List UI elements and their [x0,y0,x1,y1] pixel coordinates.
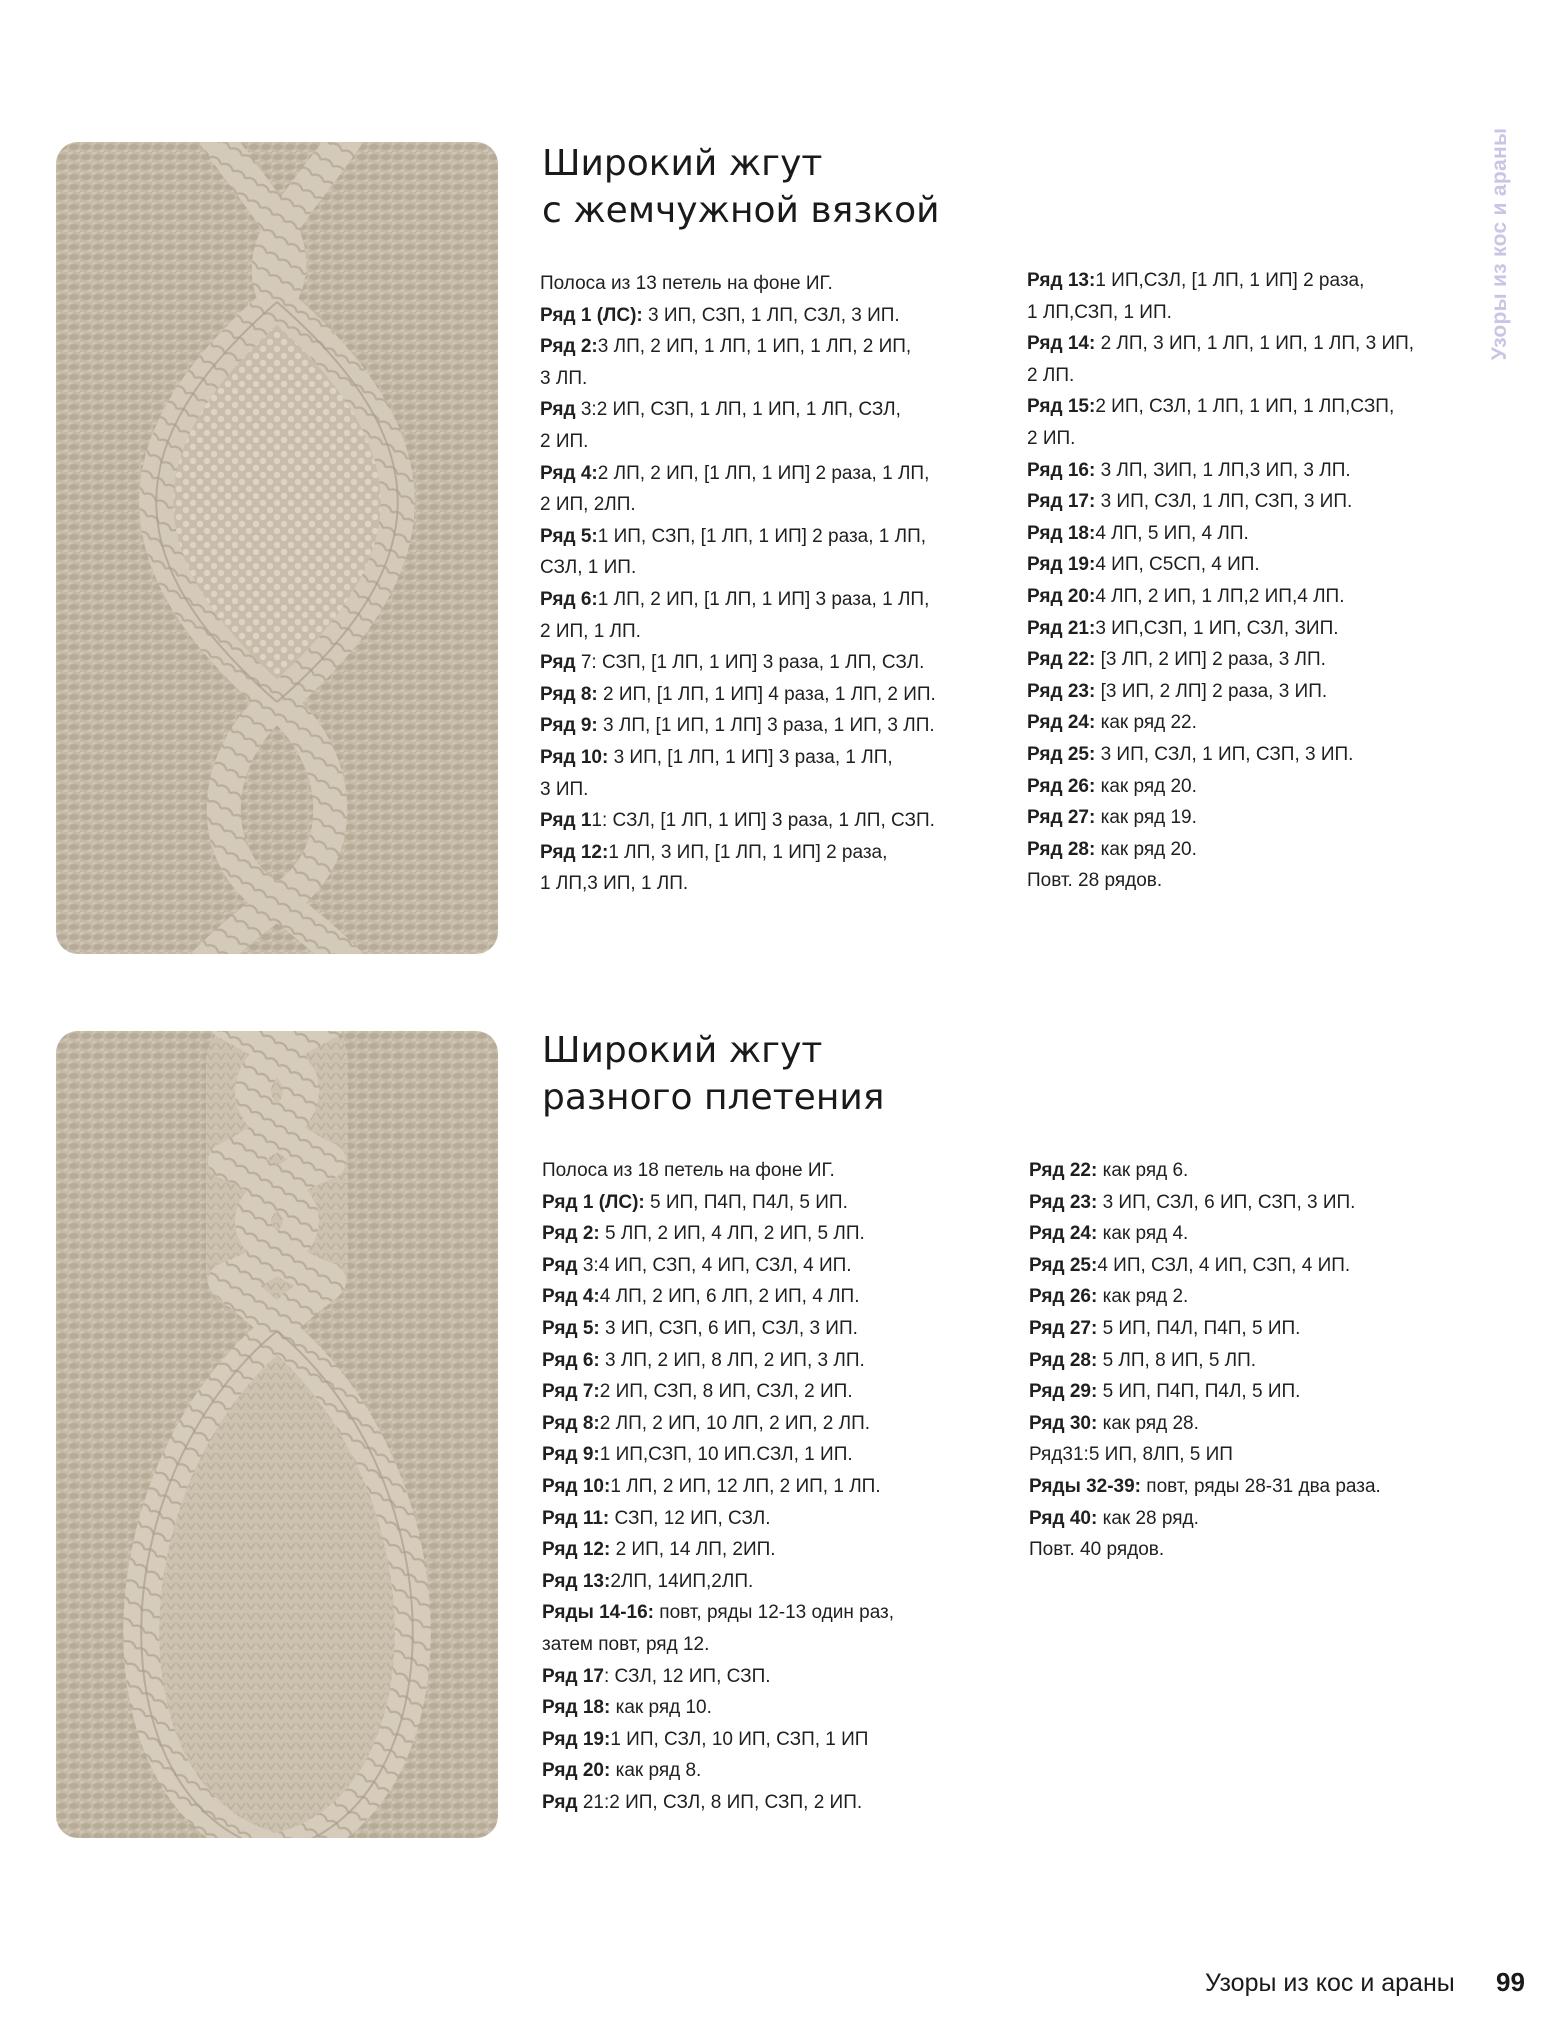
row-instruction: как ряд 10. [610,1697,712,1719]
row-instruction: 2 ИП, 1 ЛП. [540,620,641,642]
pattern-row-line [540,458,1000,490]
row-instruction: 2 ИП, [1 ЛП, 1 ИП] 4 раза, 1 ЛП, 2 ИП. [597,683,936,705]
row-label: Ряд 8: [540,683,598,705]
row-instruction: 2 ЛП, 3 ИП, 1 ЛП, 1 ИП, 1 ЛП, 3 ИП, [1095,333,1415,355]
row-instruction: 1 ЛП, 2 ИП, 12 ЛП, 2 ИП, 1 ЛП. [610,1475,881,1497]
pattern-row-line [1029,1187,1469,1219]
row-instruction: 3 ЛП, 2 ИП, 8 ЛП, 2 ИП, 3 ЛП. [599,1349,865,1371]
row-instruction: 21:2 ИП, СЗЛ, 8 ИП, СЗП, 2 ИП. [577,1791,863,1813]
row-instruction: 1 ЛП, 2 ИП, [1 ЛП, 1 ИП] 3 раза, 1 ЛП, [597,588,930,610]
pattern-row-line [1027,707,1467,739]
row-label: Ряд 20: [1027,585,1096,607]
row-instruction: 2 ИП, СЗП, 8 ИП, СЗЛ, 2 ИП. [599,1381,853,1403]
row-instruction: 4 ЛП, 2 ИП, 6 ЛП, 2 ИП, 4 ЛП. [599,1286,860,1308]
row-instruction: 3 ИП. [540,778,589,800]
row-label: Ряд 26: [1027,775,1096,797]
row-label: Ряд 1 (ЛС): [540,304,643,326]
row-instruction: 5 ЛП, 2 ИП, 4 ЛП, 2 ИП, 5 ЛП. [599,1223,865,1245]
row-instruction: 1 ЛП,СЗП, 1 ИП. [1027,301,1172,323]
row-instruction: как ряд 28. [1097,1412,1199,1434]
row-instruction: [3 ИП, 2 ЛП] 2 раза, 3 ИП. [1095,680,1328,702]
row-instruction: как ряд 22. [1095,712,1197,734]
row-instruction: Полоса из 13 петель на фоне ИГ. [540,273,833,294]
row-label: Ряд 11: [542,1507,610,1529]
row-instruction: 3 ИП, СЗЛ, 1 ИП, СЗП, 3 ИП. [1095,743,1354,765]
pattern-row-line [1027,265,1467,297]
row-label: Ряд 2: [540,336,598,358]
title-line: Широкий жгут [542,1030,823,1071]
pattern-row-line [1029,1534,1469,1566]
pattern-row-line [1027,834,1467,866]
pattern-row-line [542,1629,1002,1661]
pattern-row-line [542,1408,1002,1440]
pattern-row-line [542,1218,1002,1250]
pattern-row-line [1029,1376,1469,1408]
row-instruction: как ряд 20. [1095,838,1197,860]
pattern-row-line [1027,771,1467,803]
row-label: Ряд 28: [1029,1349,1098,1371]
row-label: Ряд 26: [1029,1286,1098,1308]
row-label: Ряд 30: [1029,1412,1098,1434]
row-label: Ряд 5: [542,1317,600,1339]
row-instruction: как 28 ряд. [1097,1507,1199,1529]
pattern-row-line [540,805,1000,837]
pattern-row-line [542,1155,1002,1187]
row-instruction: 2 ИП, СЗЛ, 1 ЛП, 1 ИП, 1 ЛП,СЗП, [1095,396,1395,418]
row-instruction: : СЗЛ, 12 ИП, СЗП. [603,1665,771,1687]
page-number: 99 [1496,1967,1525,1997]
row-label: Ряд 15: [1027,396,1096,418]
row-instruction: 2ЛП, 14ИП,2ЛП. [610,1570,754,1592]
pattern-row-line [1029,1345,1469,1377]
pattern-row-line [542,1724,1002,1756]
pattern-row-line [542,1534,1002,1566]
row-label: Ряд 5: [540,525,598,547]
row-label: Ряд 9: [540,715,598,737]
row-instruction: 3 ЛП. [540,367,588,389]
row-instruction: 2 ИП, 2ЛП. [540,494,636,516]
pattern-row-line [540,710,1000,742]
row-label: Ряд 2: [542,1223,600,1245]
row-label: Ряд 22: [1029,1160,1098,1181]
row-label: Ряд [540,399,576,421]
pattern-row-line [540,521,1000,553]
pattern-row-line [1027,297,1467,329]
row-label: Ряд 19: [1027,554,1096,576]
pattern-row-line [1027,613,1467,645]
row-label: Ряд 8: [542,1412,600,1434]
row-label: Ряд 27: [1029,1317,1098,1339]
pattern-row-line [540,584,1000,616]
row-instruction: 3 ЛП, 2 ИП, 1 ЛП, 1 ИП, 1 ЛП, 2 ИП, [597,336,912,358]
pattern-row-line [1029,1313,1469,1345]
row-label: Ряд 12: [542,1539,611,1561]
row-label: Ряд 4: [540,462,598,484]
row-label: Ряд 20: [542,1760,611,1782]
row-instruction: 1 ИП, СЗЛ, 10 ИП, СЗП, 1 ИП [610,1728,869,1750]
pattern-row-line [1027,739,1467,771]
title-line: Широкий жгут [542,143,823,184]
pattern-row-line [542,1313,1002,1345]
row-instruction: 3:4 ИП, СЗП, 4 ИП, СЗЛ, 4 ИП. [577,1254,852,1276]
row-label: Ряд 23: [1027,680,1096,702]
pattern-row-line [540,837,1000,869]
row-instruction: как ряд 2. [1097,1286,1189,1308]
row-label: Ряд 19: [542,1728,611,1750]
row-label: Ряд 24: [1029,1223,1098,1245]
row-instruction: 7: СЗП, [1 ЛП, 1 ИП] 3 раза, 1 ЛП, СЗЛ. [575,652,925,674]
row-instruction: 2 ИП, 14 ЛП, 2ИП. [610,1539,776,1561]
row-instruction: как ряд 4. [1097,1223,1189,1245]
row-instruction: 2 ИП. [1027,427,1076,449]
row-instruction: как ряд 8. [610,1760,702,1782]
pattern-row-line [540,742,1000,774]
pattern-row-line [540,647,1000,679]
row-instruction: 1 ЛП, 3 ИП, [1 ЛП, 1 ИП] 2 раза, [608,841,888,863]
row-label: Ряд 25: [1029,1254,1098,1276]
row-instruction: 5 ИП, П4П, П4Л, 5 ИП. [1097,1381,1301,1403]
row-label: Ряд 1 (ЛС): [542,1191,645,1213]
pattern-row-line [542,1471,1002,1503]
row-instruction: 1 ЛП,3 ИП, 1 ЛП. [540,873,689,895]
pattern-row-line [542,1755,1002,1787]
row-instruction: как ряд 20. [1095,775,1197,797]
row-label: Ряд 25: [1027,743,1096,765]
row-instruction: СЗП, 12 ИП, СЗЛ. [609,1507,771,1529]
pattern-row-line [1027,391,1467,423]
footer-section-name: Узоры из кос и араны [1205,1969,1455,1997]
pattern-row-line [1027,549,1467,581]
row-instruction: 3 ЛП, [1 ИП, 1 ЛП] 3 раза, 1 ИП, 3 ЛП. [597,715,935,737]
row-instruction: как ряд 6. [1097,1160,1189,1181]
row-instruction: 1 ИП, СЗП, [1 ЛП, 1 ИП] 2 раза, 1 ЛП, [597,525,927,547]
row-instruction: 5 ЛП, 8 ИП, 5 ЛП. [1097,1349,1257,1371]
row-instruction: СЗЛ, 1 ИП. [540,557,637,579]
pattern-row-line [540,774,1000,806]
pattern-row-line [1027,360,1467,392]
row-label: Ряд 13: [542,1570,611,1592]
pattern-row-line [1027,518,1467,550]
row-instruction: 1 ИП,СЗП, 10 ИП.СЗЛ, 1 ИП. [599,1444,853,1466]
title-line: разного плетения [542,1077,885,1118]
pattern-row-line [542,1187,1002,1219]
row-instruction: как ряд 19. [1095,807,1197,829]
row-label: Ряд 1 [540,810,592,832]
pattern-row-line [540,394,1000,426]
pattern-row-line [1029,1218,1469,1250]
row-label: Ряд 29: [1029,1381,1098,1403]
pattern-row-line [1027,328,1467,360]
pattern-row-line [542,1345,1002,1377]
row-label: Ряд 17: [1027,491,1096,513]
row-label: Ряд 12: [540,841,609,863]
row-label: Ряд 6: [542,1349,600,1371]
row-instruction: 3 ИП,СЗП, 1 ИП, СЗЛ, ЗИП. [1095,617,1339,639]
pattern-row-line [542,1597,1002,1629]
row-label: Ряд 4: [542,1286,600,1308]
row-instruction: Повт. 40 рядов. [1029,1539,1165,1561]
row-label: Ряд 14: [1027,333,1096,355]
pattern-rows-column [542,1155,1002,1818]
pattern-row-line [1029,1408,1469,1440]
row-label: Ряд 18: [542,1697,611,1719]
pattern-row-line [540,363,1000,395]
row-label: Ряд 22: [1027,649,1096,671]
row-label: Ряд 16: [1027,459,1096,481]
row-label: Ряд 40: [1029,1507,1098,1529]
row-instruction: 3 ЛП, ЗИП, 1 ЛП,3 ИП, 3 ЛП. [1095,459,1351,481]
pattern-row-line [540,616,1000,648]
pattern-row-line [540,268,1000,300]
row-label: Ряд 13: [1027,270,1096,291]
pattern-rows-column [1027,265,1467,897]
pattern-row-line [542,1376,1002,1408]
row-label: Ряд 6: [540,588,598,610]
pattern-row-line [540,300,1000,332]
pattern-row-line [542,1250,1002,1282]
row-instruction: Повт. 28 рядов. [1027,870,1163,892]
pattern-rows-column [540,268,1000,900]
title-line: с жемчужной вязкой [542,190,940,231]
row-instruction: 3 ИП, [1 ЛП, 1 ИП] 3 раза, 1 ЛП, [608,746,893,768]
row-label: Ряд 9: [542,1444,600,1466]
row-instruction: 2 ЛП. [1027,364,1075,386]
pattern-row-line [542,1661,1002,1693]
row-instruction: 1 ИП,СЗЛ, [1 ЛП, 1 ИП] 2 раза, [1095,270,1365,291]
row-instruction: 4 ИП, С5СП, 4 ИП. [1095,554,1260,576]
pattern-row-line [540,426,1000,458]
row-label: Ряды 14-16: [542,1602,654,1624]
pattern-rows-column [1029,1155,1469,1566]
row-instruction: 2 ЛП, 2 ИП, 10 ЛП, 2 ИП, 2 ЛП. [599,1412,871,1434]
pattern-row-line [1027,865,1467,897]
pattern-row-line [540,331,1000,363]
row-label: Ряд 24: [1027,712,1096,734]
pattern-row-line [1029,1155,1469,1187]
side-section-label: Узоры из кос и араны [1488,127,1511,361]
pattern-row-line [1027,802,1467,834]
row-instruction: затем повт, ряд 12. [542,1633,710,1655]
pattern-row-line [1027,644,1467,676]
pattern-row-line [540,679,1000,711]
row-instruction: 2 ЛП, 2 ИП, [1 ЛП, 1 ИП] 2 раза, 1 ЛП, [597,462,930,484]
row-label: Ряд 10: [542,1475,611,1497]
row-label: Ряд 10: [540,746,609,768]
row-label: Ряд [542,1254,578,1276]
pattern-row-line [542,1566,1002,1598]
pattern-row-line [542,1281,1002,1313]
row-instruction: 4 ЛП, 2 ИП, 1 ЛП,2 ИП,4 ЛП. [1095,585,1345,607]
row-label: Ряд 7: [542,1381,600,1403]
row-instruction: 1: СЗЛ, [1 ЛП, 1 ИП] 3 раза, 1 ЛП, СЗП. [591,810,935,832]
row-label: Ряд [540,652,576,674]
pattern-row-line [1027,486,1467,518]
pattern-row-line [1027,455,1467,487]
row-label: Ряд 18: [1027,522,1096,544]
row-instruction: 3 ИП, СЗП, 1 ЛП, СЗЛ, 3 ИП. [642,304,900,326]
row-instruction: повт, ряды 28-31 два раза. [1141,1475,1381,1497]
row-label: Ряд 23: [1029,1191,1098,1213]
row-instruction: 4 ЛП, 5 ИП, 4 ЛП. [1095,522,1249,544]
row-label: Ряд 28: [1027,838,1096,860]
row-instruction: повт, ряды 12-13 один раз, [654,1602,895,1624]
pattern-row-line [542,1503,1002,1535]
pattern-row-line [1029,1250,1469,1282]
row-label: Ряды 32-39: [1029,1475,1141,1497]
section-title [542,1027,884,1121]
row-instruction: 3 ИП, СЗЛ, 1 ЛП, СЗП, 3 ИП. [1095,491,1353,513]
pattern-row-line [542,1692,1002,1724]
row-instruction: 3 ИП, СЗП, 6 ИП, СЗЛ, 3 ИП. [599,1317,858,1339]
pattern-row-line [1029,1471,1469,1503]
row-label: Ряд 17 [542,1665,604,1687]
pattern-row-line [540,868,1000,900]
pattern-row-line [1029,1503,1469,1535]
row-label: Ряд [542,1791,578,1813]
row-instruction: 2 ИП. [540,430,589,452]
pattern-row-line [540,552,1000,584]
row-instruction: Ряд31:5 ИП, 8ЛП, 5 ИП [1029,1444,1233,1466]
row-instruction: 4 ИП, СЗЛ, 4 ИП, СЗП, 4 ИП. [1097,1254,1351,1276]
pattern-row-line [1027,423,1467,455]
row-instruction: 5 ИП, П4П, П4Л, 5 ИП. [644,1191,848,1213]
row-instruction: 5 ИП, П4Л, П4П, 5 ИП. [1097,1317,1301,1339]
row-instruction: 3:2 ИП, СЗП, 1 ЛП, 1 ИП, 1 ЛП, СЗЛ, [575,399,901,421]
row-label: Ряд 21: [1027,617,1096,639]
pattern-row-line [1027,581,1467,613]
pattern-row-line [1027,676,1467,708]
pattern-row-line [542,1439,1002,1471]
pattern-row-line [542,1787,1002,1819]
section-title [542,140,940,234]
pattern-row-line [540,489,1000,521]
row-instruction: Полоса из 18 петель на фоне ИГ. [542,1160,835,1181]
row-label: Ряд 27: [1027,807,1096,829]
swatch-photo-pearl-cable [56,142,498,954]
row-instruction: 3 ИП, СЗЛ, 6 ИП, СЗП, 3 ИП. [1097,1191,1356,1213]
swatch-photo-mixed-cable [56,1031,498,1838]
pattern-row-line [1029,1281,1469,1313]
pattern-row-line [1029,1439,1469,1471]
row-instruction: [3 ЛП, 2 ИП] 2 раза, 3 ЛП. [1095,649,1326,671]
